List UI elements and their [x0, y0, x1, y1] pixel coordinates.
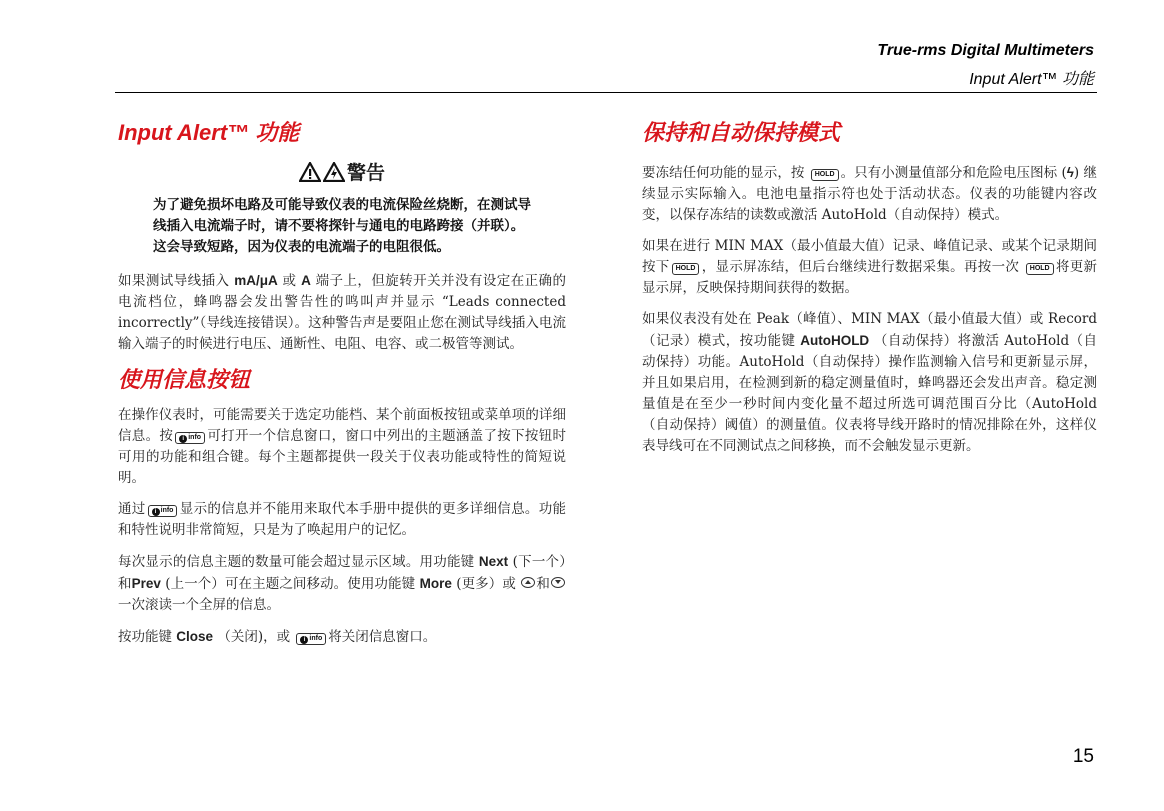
warning-triangle-icon: [299, 162, 321, 182]
paragraph-hold-2: 如果在进行 MIN MAX（最小值最大值）记录、峰值记录、或某个记录期间按下 HOLD ，显示屏冻结，但后台继续进行数据采集。再按一次 HOLD 将更新显示屏，反映保持期间获得的数据。: [642, 238, 1098, 296]
paragraph-info-1: 在操作仪表时，可能需要关于选定功能档、某个前面板按钮或菜单项的详细信息。按 i info 可打开一个信息窗口，窗口中列出的主题涵盖了按下按钮时可用的功能和组合键。每个主题都提供一段关于仪表功能或特性的简短说明。: [118, 407, 567, 486]
warning-text: 为了避免损坏电路及可能导致仪表的电流保险丝烧断，在测试导线插入电流端子时，请不要将探针与通电的电路跨接（并联）。这会导致短路，因为仪表的电流端子的电阻很低。: [153, 197, 531, 255]
scroll-down-icon: [551, 577, 565, 588]
right-column: [642, 118, 1097, 467]
paragraph-info-3: 每次显示的信息主题的数量可能会超过显示区域。用功能键 Next (下一个）和Prev (上一个）可在主题之间移动。使用功能键 More (更多）或 和一次滚读一个全屏的信息。: [118, 554, 566, 613]
paragraph-input-alert: 如果测试导线插入 mA/μA 或 A 端子上，但旋转开关并没有设定在正确的电流档位，蜂鸣器会发出警告性的鸣叫声并显示 “Leads connected incorrectly”（导线连接错误）。这种警告声是要阻止您在测试导线插入电流输入端子的时候进行电压、通断性、电阻、电容、或二极管等测试。: [118, 273, 566, 352]
paragraph-hold-3: 如果仪表没有处在 Peak（峰值）、MIN MAX（最小值最大值）或 Record（记录）模式，按功能键 AutoHOLD （自动保持）将激活 AutoHold（自动保持）功能。AutoHold（自动保持）操作监测输入信号和更新显示屏，并且如果启用，在检测到新的稳定测量值时，蜂鸣器还会发出声音。稳定测量值是在至少一秒时间内变化量不超过所选可调范围百分比（AutoHold（自动保持）阈值）的测量值。仪表将导线开路时的情况排除在外，这样仪表导线可在不同测试点之间移换，而不会触发显示更新。: [642, 311, 1097, 454]
paragraph-info-4: 按功能键 Close （关闭)，或 i info 将关闭信息窗口。: [118, 629, 437, 645]
page-number: 15: [1072, 746, 1094, 767]
high-voltage-warning-icon: [323, 162, 345, 182]
section-heading-input-alert: Input Alert™ 功能: [118, 120, 300, 145]
section-heading-hold: 保持和自动保持模式: [642, 120, 841, 145]
warning-header: [118, 158, 566, 185]
hold-key-icon: HOLD: [1026, 263, 1054, 275]
running-header-subtitle: Input Alert™ 功能: [969, 71, 1094, 88]
info-key-icon: i info: [296, 633, 326, 645]
hold-key-icon: HOLD: [811, 169, 839, 181]
warning-label: 警告: [346, 162, 385, 184]
paragraph-info-2: 通过 i info 显示的信息并不能用来取代本手册中提供的更多详细信息。功能和特性说明非常简短，只是为了唤起用户的记忆。: [118, 501, 567, 538]
hold-key-icon: HOLD: [672, 263, 700, 275]
paragraph-hold-1: 要冻结任何功能的显示，按 HOLD 。只有小测量值部分和危险电压图标 (ϟ) 继续显示实际输入。电池电量指示符也处于活动状态。仪表的功能键内容改变，以保存冻结的读数或激活 AutoHold（自动保持）模式。: [642, 165, 1097, 223]
running-header-title: True-rms Digital Multimeters: [877, 42, 1094, 59]
hazard-voltage-icon: ϟ: [1066, 165, 1074, 180]
left-column: [118, 118, 566, 658]
info-key-icon: i info: [175, 432, 205, 444]
scroll-up-icon: [521, 577, 535, 588]
section-heading-info-button: 使用信息按钮: [118, 367, 251, 392]
info-key-icon: i info: [148, 505, 178, 517]
header-divider: [115, 92, 1097, 93]
